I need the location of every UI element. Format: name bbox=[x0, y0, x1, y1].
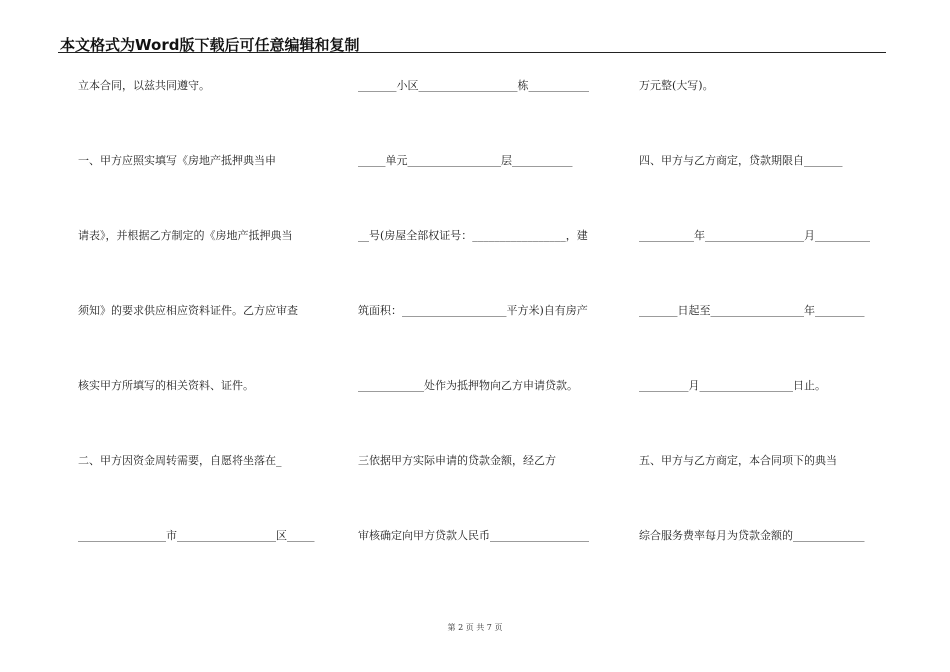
column-1-line-6: 二、甲方因资金周转需要，自愿将坐落在_ bbox=[78, 454, 282, 467]
column-1-line-3: 请表》，并根据乙方制定的《房地产抵押典当 bbox=[78, 229, 293, 242]
column-2-line-3: __号(房屋全部权证号：_________________，建 bbox=[358, 229, 588, 242]
column-3-line-7: 综合服务费率每月为贷款金额的_____________ bbox=[639, 529, 865, 542]
column-3-line-3: __________年__________________月__________ bbox=[639, 229, 870, 242]
column-1-line-4: 须知》的要求供应相应资料证件。乙方应审查 bbox=[78, 304, 298, 317]
column-3-line-5: _________月_________________日止。 bbox=[639, 379, 826, 392]
column-1-line-5: 核实甲方所填写的相关资料、证件。 bbox=[78, 379, 254, 392]
column-3-line-6: 五、甲方与乙方商定，本合同项下的典当 bbox=[639, 454, 837, 467]
column-1-line-1: 立本合同，以兹共同遵守。 bbox=[78, 79, 210, 92]
column-2-line-6: 三依据甲方实际申请的贷款金额，经乙方 bbox=[358, 454, 556, 467]
column-3-line-1: 万元整(大写)。 bbox=[639, 79, 714, 92]
column-2-line-2: _____单元_________________层___________ bbox=[358, 154, 573, 167]
column-2-line-7: 审核确定向甲方贷款人民币__________________ bbox=[358, 529, 589, 542]
page-number-indicator: 第 2 页 共 7 页 bbox=[447, 623, 503, 632]
column-2-line-1: _______小区__________________栋___________ bbox=[358, 79, 589, 92]
column-1-line-2: 一、甲方应照实填写《房地产抵押典当申 bbox=[78, 154, 276, 167]
column-1-line-7: ________________市__________________区_____ bbox=[78, 529, 315, 542]
column-2-line-4: 筑面积：___________________平方米)自有房产 bbox=[358, 304, 588, 317]
column-3-line-4: _______日起至_________________年_________ bbox=[639, 304, 865, 317]
column-2-line-5: ____________处作为抵押物向乙方申请贷款。 bbox=[358, 379, 578, 392]
column-3-line-2: 四、甲方与乙方商定，贷款期限自_______ bbox=[639, 154, 843, 167]
header-divider bbox=[58, 52, 886, 53]
document-header-title: 本文格式为Word版下载后可任意编辑和复制 bbox=[60, 36, 360, 54]
